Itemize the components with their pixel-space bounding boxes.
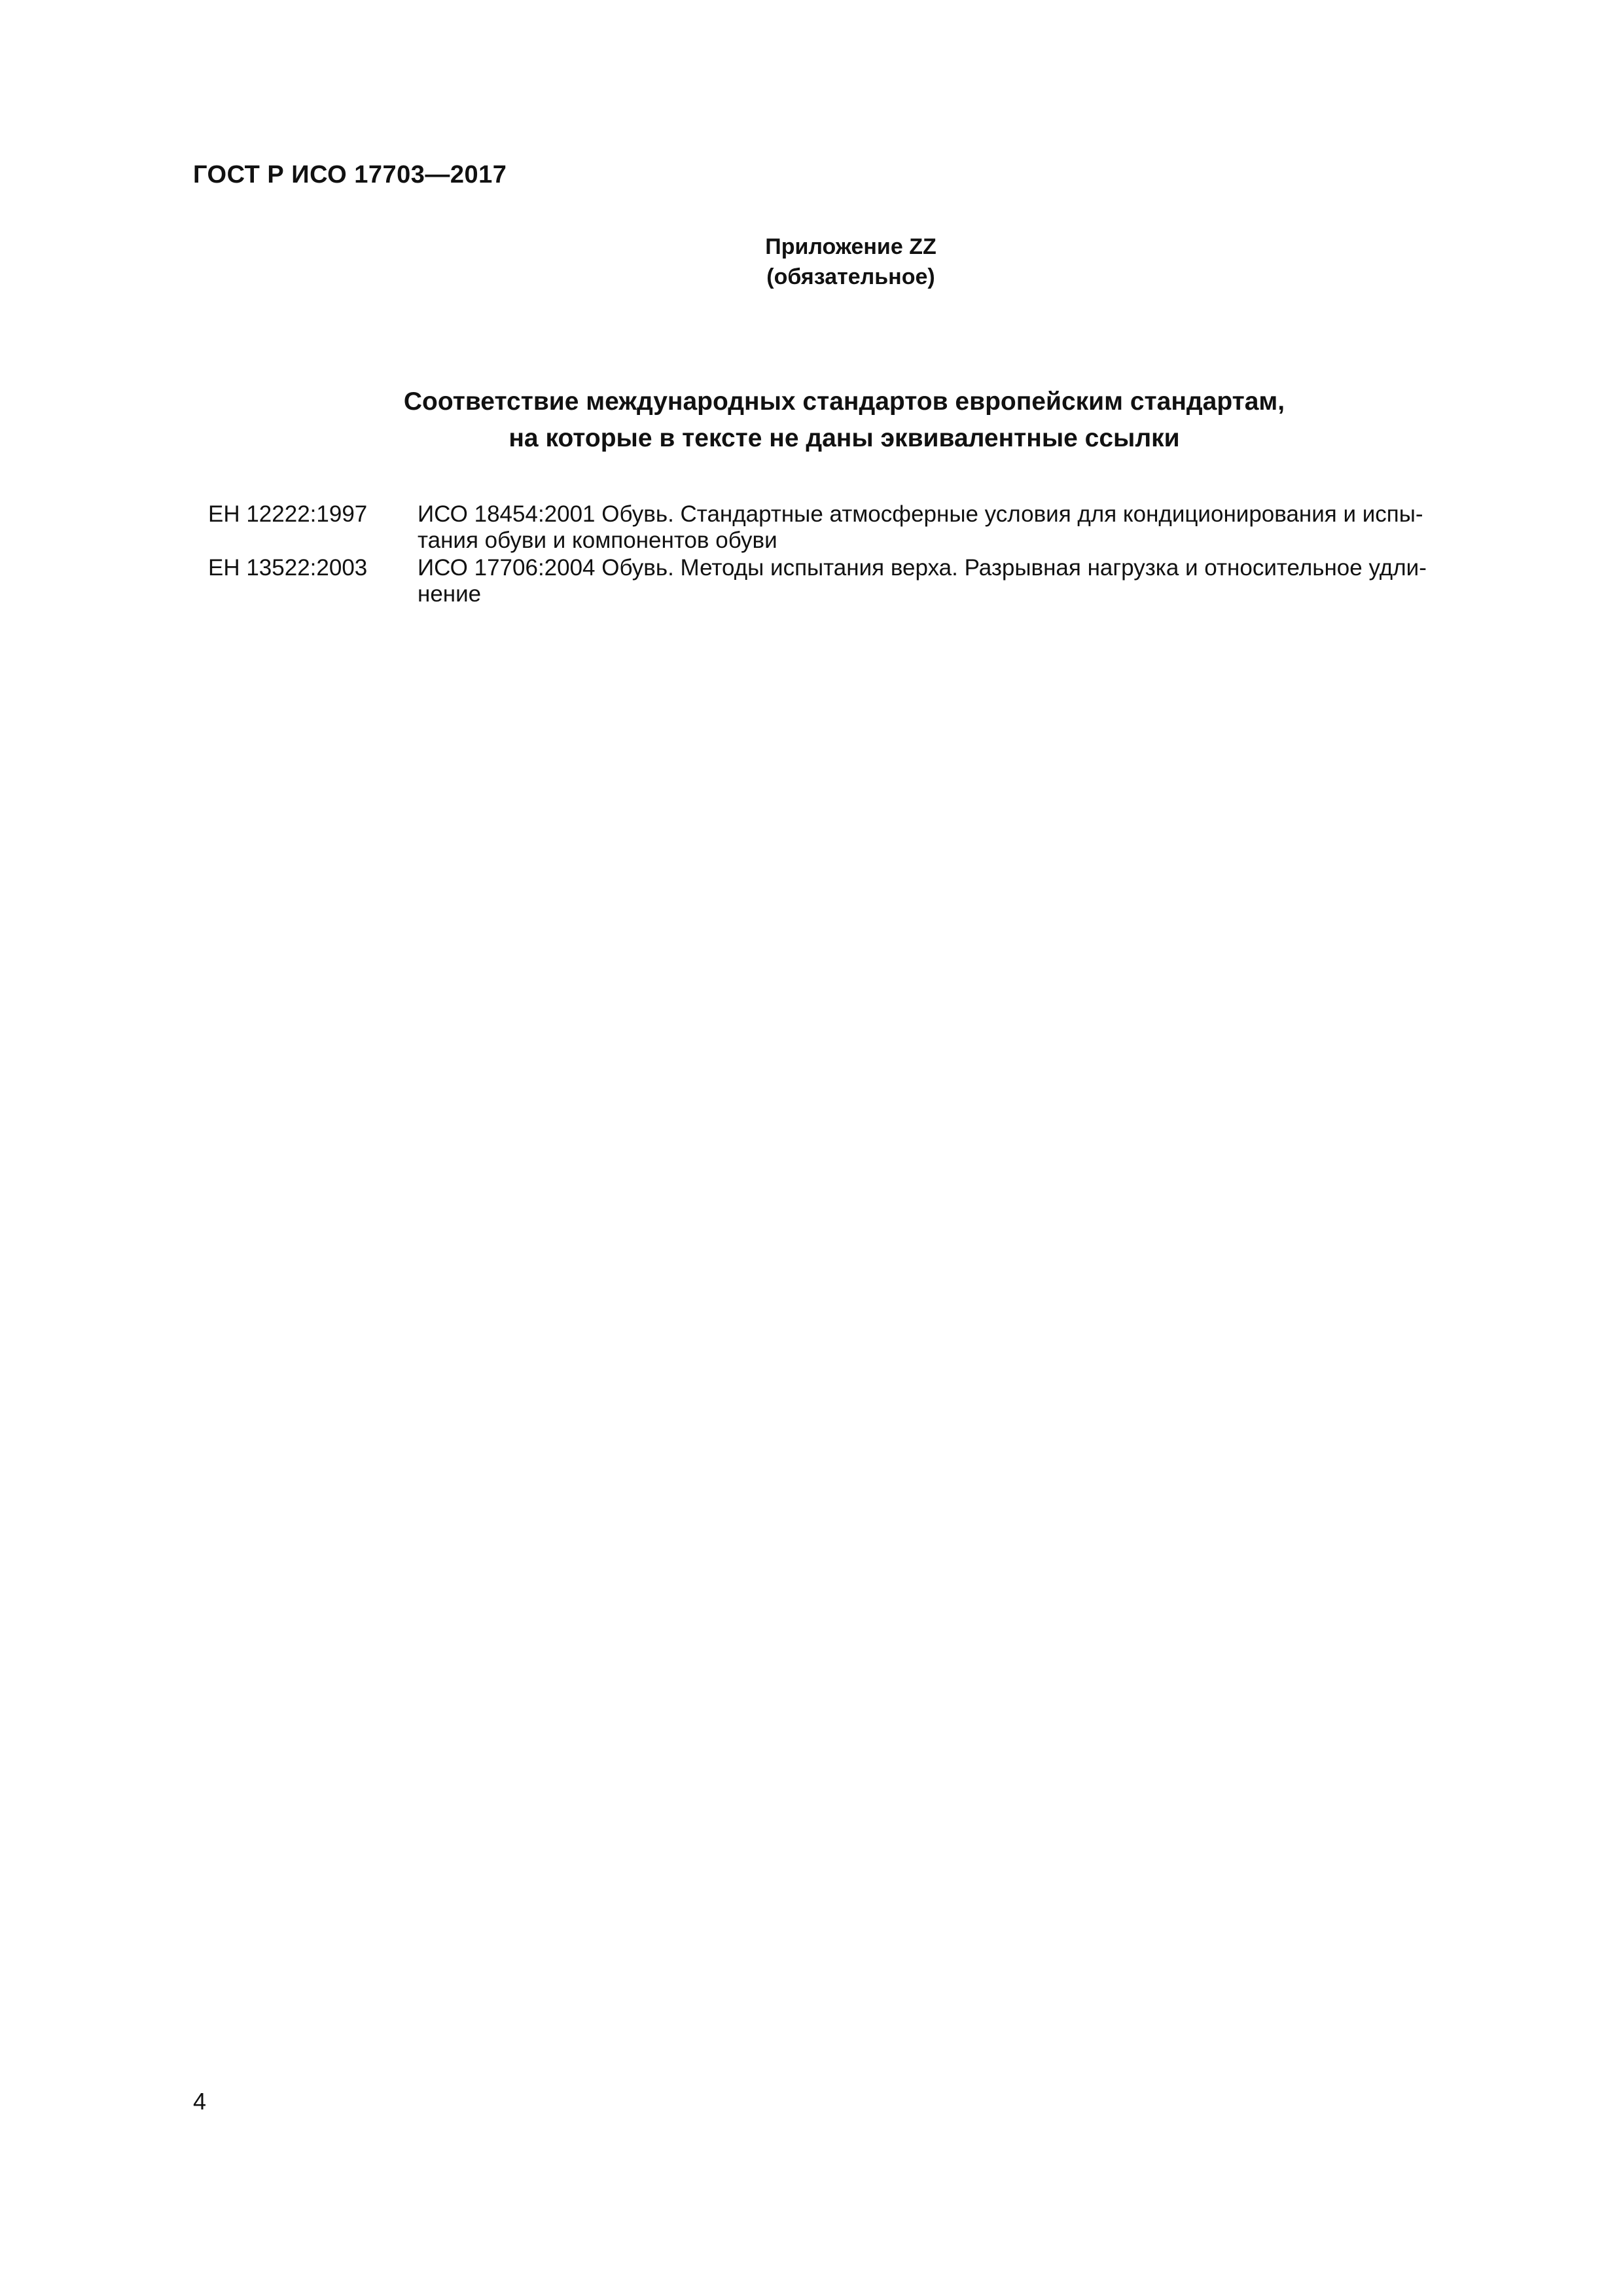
annex-title-line-2: на которые в тексте не даны эквивалентные ссылки: [508, 424, 1180, 452]
reference-row: [208, 555, 1497, 607]
reference-description-line-2: тания обуви и компонентов обуви: [418, 528, 777, 553]
reference-description-line-2: нение: [418, 581, 482, 607]
annex-heading: [687, 232, 1014, 292]
reference-code: ЕН 13522:2003: [208, 555, 368, 581]
reference-list: [208, 501, 1497, 609]
reference-description: [418, 501, 1491, 554]
annex-title-line-1: Соответствие международных стандартов европейским стандартам,: [403, 387, 1285, 416]
reference-description: [418, 555, 1491, 607]
document-code: ГОСТ Р ИСО 17703—2017: [193, 161, 507, 188]
annex-title: [196, 384, 1492, 457]
reference-description-line-1: ИСО 18454:2001 Обувь. Стандартные атмосферные условия для кондиционирования и испы-: [418, 501, 1423, 527]
annex-label: Приложение ZZ: [765, 234, 936, 259]
reference-code: ЕН 12222:1997: [208, 501, 368, 527]
reference-description-line-1: ИСО 17706:2004 Обувь. Методы испытания верха. Разрывная нагрузка и относительное удли-: [418, 555, 1427, 581]
reference-row: [208, 501, 1497, 554]
annex-status: (обязательное): [766, 264, 935, 289]
page-number: 4: [193, 2088, 207, 2115]
